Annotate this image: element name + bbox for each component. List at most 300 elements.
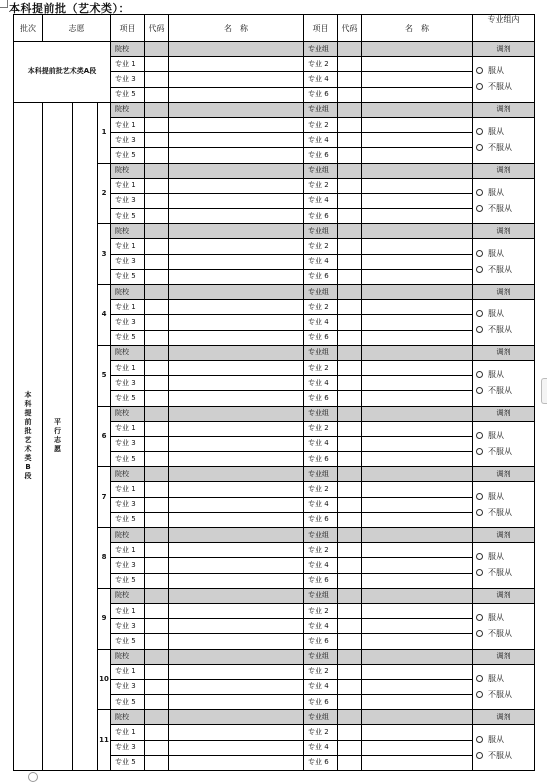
code-field[interactable]	[338, 102, 362, 117]
code-field[interactable]	[338, 755, 362, 770]
name-field[interactable]	[169, 360, 304, 375]
code-field[interactable]	[145, 133, 169, 148]
code-field[interactable]	[145, 679, 169, 694]
name-field[interactable]	[362, 679, 473, 694]
name-field[interactable]	[362, 695, 473, 710]
major-label: 专业 2	[304, 300, 338, 315]
obey-radio-icon[interactable]	[476, 310, 483, 317]
not-obey-option[interactable]	[473, 505, 534, 521]
code-field[interactable]	[338, 193, 362, 208]
school-label: 院校	[111, 42, 145, 57]
code-field[interactable]	[338, 421, 362, 436]
code-field[interactable]	[338, 740, 362, 755]
obey-radio-icon[interactable]	[476, 493, 483, 500]
name-field[interactable]	[362, 634, 473, 649]
obey-option[interactable]	[473, 732, 534, 748]
name-field[interactable]	[169, 178, 304, 193]
name-field[interactable]	[169, 254, 304, 269]
code-field[interactable]	[338, 72, 362, 87]
name-field[interactable]	[169, 391, 304, 406]
name-field[interactable]	[362, 72, 473, 87]
name-field[interactable]	[362, 482, 473, 497]
name-field[interactable]	[362, 133, 473, 148]
name-field[interactable]	[362, 649, 473, 664]
obey-option[interactable]	[473, 549, 534, 565]
name-field[interactable]	[362, 664, 473, 679]
name-field[interactable]	[169, 330, 304, 345]
name-field[interactable]	[169, 406, 304, 421]
major-label: 专业 4	[304, 436, 338, 451]
code-field[interactable]	[145, 269, 169, 284]
name-field[interactable]	[362, 239, 473, 254]
code-field[interactable]	[338, 254, 362, 269]
major-label: 专业 5	[111, 573, 145, 588]
code-field[interactable]	[338, 224, 362, 239]
not-obey-option[interactable]	[473, 262, 534, 278]
name-field[interactable]	[362, 193, 473, 208]
major-label: 专业 3	[111, 193, 145, 208]
code-field[interactable]	[145, 148, 169, 163]
not-obey-label: 不服从	[488, 82, 513, 92]
name-field[interactable]	[169, 133, 304, 148]
name-field[interactable]	[169, 452, 304, 467]
name-field[interactable]	[169, 634, 304, 649]
name-field[interactable]	[169, 619, 304, 634]
name-field[interactable]	[169, 710, 304, 725]
not-obey-option[interactable]	[473, 79, 534, 95]
name-field[interactable]	[362, 710, 473, 725]
name-field[interactable]	[362, 603, 473, 618]
name-field[interactable]	[169, 725, 304, 740]
code-field[interactable]	[145, 300, 169, 315]
code-field[interactable]	[338, 695, 362, 710]
major-label: 专业 3	[111, 315, 145, 330]
obey-option[interactable]	[473, 246, 534, 262]
header-code-2: 代码	[338, 15, 362, 42]
name-field[interactable]	[169, 269, 304, 284]
corner-mark	[0, 0, 8, 8]
code-field[interactable]	[145, 72, 169, 87]
name-field[interactable]	[169, 148, 304, 163]
obey-option[interactable]	[473, 489, 534, 505]
code-field[interactable]	[145, 285, 169, 300]
code-field[interactable]	[338, 117, 362, 132]
adjust-label: 调剂	[473, 710, 535, 725]
code-field[interactable]	[145, 573, 169, 588]
name-field[interactable]	[362, 163, 473, 178]
obey-radio-icon[interactable]	[476, 553, 483, 560]
obey-radio-icon[interactable]	[476, 67, 483, 74]
code-field[interactable]	[145, 209, 169, 224]
code-field[interactable]	[338, 603, 362, 618]
obey-label: 服从	[488, 309, 505, 319]
major-group-label: 专业组	[304, 285, 338, 300]
not-obey-option[interactable]	[473, 383, 534, 399]
adjust-options	[473, 725, 535, 771]
code-field[interactable]	[145, 224, 169, 239]
code-field[interactable]	[145, 467, 169, 482]
major-label: 专业 2	[304, 117, 338, 132]
obey-option[interactable]	[473, 428, 534, 444]
code-field[interactable]	[338, 664, 362, 679]
code-field[interactable]	[145, 695, 169, 710]
code-field[interactable]	[338, 42, 362, 57]
name-field[interactable]	[169, 193, 304, 208]
code-field[interactable]	[338, 133, 362, 148]
code-field[interactable]	[145, 710, 169, 725]
name-field[interactable]	[169, 224, 304, 239]
name-field[interactable]	[362, 619, 473, 634]
code-field[interactable]	[338, 315, 362, 330]
not-obey-label: 不服从	[488, 568, 513, 578]
code-field[interactable]	[338, 239, 362, 254]
code-field[interactable]	[338, 497, 362, 512]
section-b-batch-char: 类	[24, 454, 32, 463]
name-field[interactable]	[169, 543, 304, 558]
code-field[interactable]	[145, 57, 169, 72]
name-field[interactable]	[362, 148, 473, 163]
name-field[interactable]	[169, 72, 304, 87]
not-obey-radio-icon[interactable]	[476, 326, 483, 333]
section-b-batch-char: 艺	[24, 436, 32, 445]
not-obey-radio-icon[interactable]	[476, 83, 483, 90]
obey-radio-icon[interactable]	[476, 614, 483, 621]
code-field[interactable]	[338, 269, 362, 284]
code-field[interactable]	[338, 725, 362, 740]
code-field[interactable]	[145, 42, 169, 57]
school-label: 院校	[111, 285, 145, 300]
name-field[interactable]	[169, 528, 304, 543]
major-label: 专业 5	[111, 452, 145, 467]
code-field[interactable]	[145, 452, 169, 467]
name-field[interactable]	[362, 497, 473, 512]
obey-option[interactable]	[473, 306, 534, 322]
name-field[interactable]	[169, 376, 304, 391]
code-field[interactable]	[145, 740, 169, 755]
adjust-options	[473, 664, 535, 710]
code-field[interactable]	[338, 679, 362, 694]
code-field[interactable]	[145, 178, 169, 193]
major-label: 专业 5	[111, 148, 145, 163]
code-field[interactable]	[338, 512, 362, 527]
name-field[interactable]	[362, 254, 473, 269]
name-field[interactable]	[362, 87, 473, 102]
name-field[interactable]	[169, 436, 304, 451]
code-field[interactable]	[338, 300, 362, 315]
application-form-table	[13, 14, 535, 771]
name-field[interactable]	[362, 558, 473, 573]
name-field[interactable]	[362, 42, 473, 57]
header-batch: 批次	[14, 15, 43, 42]
name-field[interactable]	[362, 178, 473, 193]
name-field[interactable]	[169, 512, 304, 527]
code-field[interactable]	[338, 436, 362, 451]
code-field[interactable]	[338, 163, 362, 178]
obey-radio-icon[interactable]	[476, 675, 483, 682]
name-field[interactable]	[169, 209, 304, 224]
volunteer-number: 11	[98, 710, 111, 771]
name-field[interactable]	[169, 239, 304, 254]
name-field[interactable]	[169, 649, 304, 664]
not-obey-option[interactable]	[473, 687, 534, 703]
not-obey-option[interactable]	[473, 201, 534, 217]
name-field[interactable]	[362, 224, 473, 239]
code-field[interactable]	[145, 163, 169, 178]
name-field[interactable]	[169, 467, 304, 482]
name-field[interactable]	[362, 512, 473, 527]
code-field[interactable]	[145, 391, 169, 406]
code-field[interactable]	[145, 649, 169, 664]
not-obey-option[interactable]	[473, 626, 534, 642]
name-field[interactable]	[169, 755, 304, 770]
code-field[interactable]	[145, 588, 169, 603]
name-field[interactable]	[169, 664, 304, 679]
name-field[interactable]	[362, 315, 473, 330]
code-field[interactable]	[145, 664, 169, 679]
name-field[interactable]	[169, 300, 304, 315]
code-field[interactable]	[145, 512, 169, 527]
name-field[interactable]	[169, 603, 304, 618]
not-obey-option[interactable]	[473, 748, 534, 764]
name-field[interactable]	[169, 87, 304, 102]
name-field[interactable]	[362, 300, 473, 315]
major-label: 专业 2	[304, 603, 338, 618]
code-field[interactable]	[145, 603, 169, 618]
name-field[interactable]	[169, 285, 304, 300]
name-field[interactable]	[169, 497, 304, 512]
major-label: 专业 4	[304, 193, 338, 208]
name-field[interactable]	[169, 315, 304, 330]
obey-label: 服从	[488, 491, 505, 501]
obey-radio-icon[interactable]	[476, 371, 483, 378]
not-obey-radio-icon[interactable]	[476, 387, 483, 394]
section-b-batch-char: B	[25, 463, 31, 472]
code-field[interactable]	[145, 497, 169, 512]
major-group-label: 专业组	[304, 224, 338, 239]
major-label: 专业 6	[304, 330, 338, 345]
major-label: 专业 1	[111, 57, 145, 72]
code-field[interactable]	[145, 543, 169, 558]
code-field[interactable]	[338, 588, 362, 603]
code-field[interactable]	[145, 755, 169, 770]
name-field[interactable]	[169, 42, 304, 57]
obey-option[interactable]	[473, 610, 534, 626]
name-field[interactable]	[362, 57, 473, 72]
code-field[interactable]	[338, 467, 362, 482]
name-field[interactable]	[169, 740, 304, 755]
code-field[interactable]	[338, 406, 362, 421]
school-label: 院校	[111, 649, 145, 664]
major-label: 专业 4	[304, 619, 338, 634]
obey-label: 服从	[488, 613, 505, 623]
major-label: 专业 5	[111, 512, 145, 527]
code-field[interactable]	[338, 649, 362, 664]
code-field[interactable]	[338, 452, 362, 467]
name-field[interactable]	[362, 436, 473, 451]
adjust-options	[473, 482, 535, 528]
code-field[interactable]	[145, 528, 169, 543]
code-field[interactable]	[338, 87, 362, 102]
adjust-label: 调剂	[473, 649, 535, 664]
code-field[interactable]	[145, 376, 169, 391]
code-field[interactable]	[338, 558, 362, 573]
name-field[interactable]	[362, 725, 473, 740]
not-obey-option[interactable]	[473, 140, 534, 156]
name-field[interactable]	[362, 406, 473, 421]
not-obey-radio-icon[interactable]	[476, 691, 483, 698]
name-field[interactable]	[169, 421, 304, 436]
code-field[interactable]	[338, 528, 362, 543]
code-field[interactable]	[338, 345, 362, 360]
not-obey-radio-icon[interactable]	[476, 630, 483, 637]
code-field[interactable]	[338, 330, 362, 345]
code-field[interactable]	[338, 619, 362, 634]
obey-option[interactable]	[473, 185, 534, 201]
name-field[interactable]	[362, 376, 473, 391]
name-field[interactable]	[362, 345, 473, 360]
name-field[interactable]	[362, 117, 473, 132]
name-field[interactable]	[362, 467, 473, 482]
obey-radio-icon[interactable]	[476, 250, 483, 257]
code-field[interactable]	[145, 193, 169, 208]
code-field[interactable]	[145, 239, 169, 254]
major-label: 专业 6	[304, 452, 338, 467]
not-obey-option[interactable]	[473, 444, 534, 460]
name-field[interactable]	[169, 679, 304, 694]
name-field[interactable]	[169, 163, 304, 178]
not-obey-radio-icon[interactable]	[476, 509, 483, 516]
not-obey-radio-icon[interactable]	[476, 205, 483, 212]
name-field[interactable]	[169, 558, 304, 573]
name-field[interactable]	[169, 57, 304, 72]
code-field[interactable]	[338, 391, 362, 406]
code-field[interactable]	[338, 543, 362, 558]
name-field[interactable]	[362, 391, 473, 406]
not-obey-radio-icon[interactable]	[476, 144, 483, 151]
adjust-label: 调剂	[473, 467, 535, 482]
major-label: 专业 3	[111, 558, 145, 573]
code-field[interactable]	[338, 360, 362, 375]
name-field[interactable]	[362, 360, 473, 375]
code-field[interactable]	[338, 148, 362, 163]
code-field[interactable]	[145, 254, 169, 269]
code-field[interactable]	[338, 573, 362, 588]
name-field[interactable]	[362, 452, 473, 467]
name-field[interactable]	[362, 740, 473, 755]
code-field[interactable]	[145, 87, 169, 102]
major-label: 专业 1	[111, 482, 145, 497]
not-obey-option[interactable]	[473, 322, 534, 338]
obey-option[interactable]	[473, 367, 534, 383]
obey-option[interactable]	[473, 124, 534, 140]
major-label: 专业 1	[111, 178, 145, 193]
not-obey-option[interactable]	[473, 565, 534, 581]
volunteer-number: 3	[98, 224, 111, 285]
name-field[interactable]	[362, 528, 473, 543]
code-field[interactable]	[145, 345, 169, 360]
major-label: 专业 2	[304, 725, 338, 740]
adjust-label: 调剂	[473, 345, 535, 360]
not-obey-radio-icon[interactable]	[476, 448, 483, 455]
name-field[interactable]	[169, 482, 304, 497]
code-field[interactable]	[145, 315, 169, 330]
section-b-batch-label	[14, 102, 43, 770]
header-item: 项目	[111, 15, 145, 42]
major-label: 专业 3	[111, 133, 145, 148]
name-field[interactable]	[362, 543, 473, 558]
name-field[interactable]	[169, 588, 304, 603]
code-field[interactable]	[338, 634, 362, 649]
adjust-label: 调剂	[473, 102, 535, 117]
name-field[interactable]	[169, 573, 304, 588]
name-field[interactable]	[169, 117, 304, 132]
obey-option[interactable]	[473, 671, 534, 687]
major-label: 专业 6	[304, 148, 338, 163]
code-field[interactable]	[145, 117, 169, 132]
code-field[interactable]	[145, 330, 169, 345]
code-field[interactable]	[145, 360, 169, 375]
code-field[interactable]	[145, 634, 169, 649]
major-label: 专业 5	[111, 391, 145, 406]
name-field[interactable]	[362, 285, 473, 300]
name-field[interactable]	[362, 573, 473, 588]
name-field[interactable]	[362, 330, 473, 345]
header-row	[14, 15, 535, 42]
obey-radio-icon[interactable]	[476, 432, 483, 439]
code-field[interactable]	[338, 285, 362, 300]
school-label: 院校	[111, 345, 145, 360]
scroll-handle[interactable]	[541, 378, 547, 404]
code-field[interactable]	[338, 209, 362, 224]
obey-radio-icon[interactable]	[476, 189, 483, 196]
code-field[interactable]	[338, 178, 362, 193]
code-field[interactable]	[145, 619, 169, 634]
code-field[interactable]	[145, 406, 169, 421]
adjust-label: 调剂	[473, 588, 535, 603]
header-wish: 志愿	[43, 15, 111, 42]
code-field[interactable]	[338, 57, 362, 72]
major-label: 专业 5	[111, 634, 145, 649]
not-obey-radio-icon[interactable]	[476, 569, 483, 576]
code-field[interactable]	[338, 376, 362, 391]
name-field[interactable]	[169, 695, 304, 710]
code-field[interactable]	[145, 436, 169, 451]
obey-radio-icon[interactable]	[476, 736, 483, 743]
obey-option[interactable]	[473, 63, 534, 79]
name-field[interactable]	[362, 102, 473, 117]
name-field[interactable]	[362, 755, 473, 770]
major-label: 专业 3	[111, 679, 145, 694]
name-field[interactable]	[362, 421, 473, 436]
name-field[interactable]	[362, 269, 473, 284]
code-field[interactable]	[145, 725, 169, 740]
major-label: 专业 6	[304, 269, 338, 284]
name-field[interactable]	[169, 102, 304, 117]
code-field[interactable]	[145, 558, 169, 573]
code-field[interactable]	[338, 710, 362, 725]
obey-radio-icon[interactable]	[476, 128, 483, 135]
code-field[interactable]	[145, 102, 169, 117]
code-field[interactable]	[145, 482, 169, 497]
not-obey-radio-icon[interactable]	[476, 266, 483, 273]
code-field[interactable]	[338, 482, 362, 497]
not-obey-radio-icon[interactable]	[476, 752, 483, 759]
name-field[interactable]	[362, 209, 473, 224]
code-field[interactable]	[145, 421, 169, 436]
page-title: 本科提前批（艺术类）：	[9, 2, 130, 15]
name-field[interactable]	[169, 345, 304, 360]
name-field[interactable]	[362, 588, 473, 603]
